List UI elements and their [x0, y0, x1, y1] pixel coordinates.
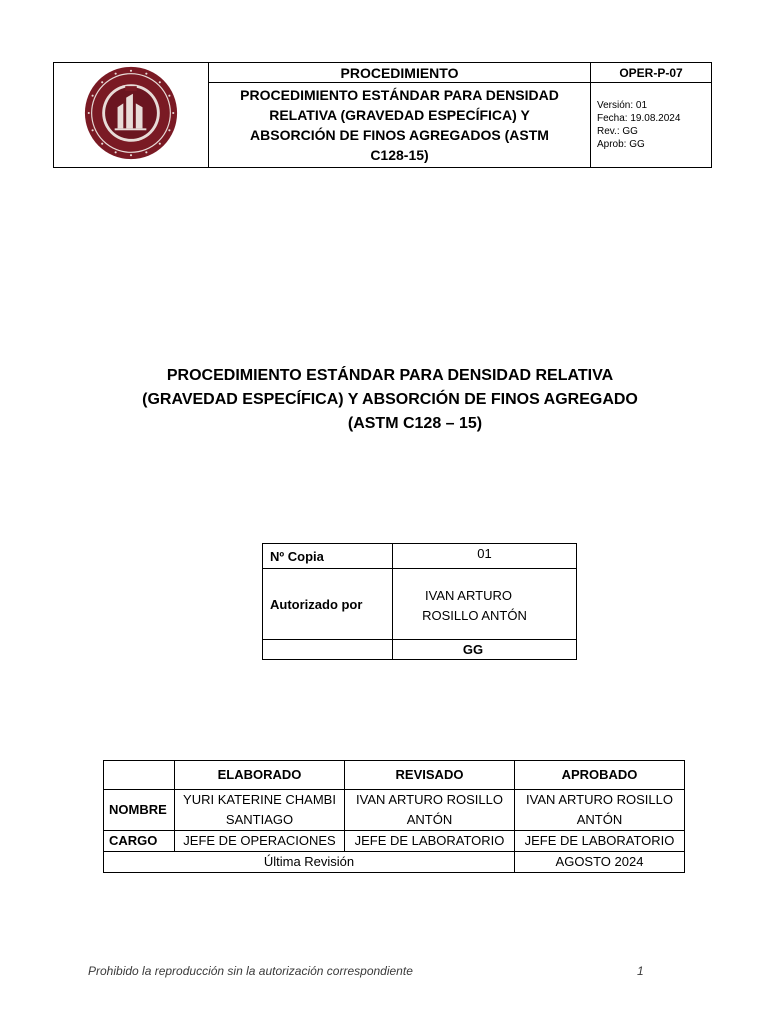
footer-notice: Prohibido la reproducción sin la autorización correspondiente: [88, 964, 413, 978]
page-number: 1: [637, 964, 644, 978]
row-cargo: CARGO: [104, 831, 175, 852]
empty-cell: [263, 640, 393, 660]
procedure-label: PROCEDIMIENTO: [209, 63, 591, 83]
empty-corner-cell: [104, 761, 175, 790]
cargo-revisado: JEFE DE LABORATORIO: [345, 831, 515, 852]
revision-text: Rev.: GG: [597, 126, 638, 137]
name-line: YURI KATERINE CHAMBI: [183, 792, 336, 807]
cargo-aprobado: JEFE DE LABORATORIO: [515, 831, 685, 852]
document-code: OPER-P-07: [591, 63, 712, 83]
row-nombre: NOMBRE: [104, 790, 175, 831]
date-text: Fecha: 19.08.2024: [597, 113, 681, 124]
authorized-name: IVAN ARTURO: [425, 588, 512, 603]
header-title-line: ABSORCIÓN DE FINOS AGREGADOS (ASTM: [250, 127, 549, 143]
copy-label: Nº Copia: [263, 544, 393, 569]
last-revision-label: Última Revisión: [104, 852, 515, 873]
signature-table: [103, 760, 685, 873]
company-seal-logo-icon: [83, 65, 179, 161]
last-revision-value: AGOSTO 2024: [515, 852, 685, 873]
authorized-name: ROSILLO ANTÓN: [422, 608, 527, 623]
name-line: ANTÓN: [406, 812, 453, 827]
authorized-name-cell: [393, 569, 577, 640]
copy-value: [393, 544, 577, 569]
nombre-elaborado: [175, 790, 345, 831]
nombre-aprobado: [515, 790, 685, 831]
name-line: ANTÓN: [576, 812, 623, 827]
authorized-label: Autorizado por: [263, 569, 393, 640]
main-title: [110, 364, 670, 436]
document-header: [53, 62, 712, 168]
col-aprobado: APROBADO: [515, 761, 685, 790]
main-title-line: PROCEDIMIENTO ESTÁNDAR PARA DENSIDAD RELATIVA: [166, 367, 614, 384]
name-line: IVAN ARTURO ROSILLO: [356, 792, 503, 807]
col-revisado: REVISADO: [345, 761, 515, 790]
authorized-role: GG: [393, 640, 577, 660]
copy-control-table: [262, 543, 577, 660]
main-title-line: (ASTM C128 – 15): [347, 415, 483, 432]
approval-text: Aprob: GG: [597, 139, 645, 150]
header-title-line: PROCEDIMIENTO ESTÁNDAR PARA DENSIDAD: [240, 87, 559, 103]
version-text: Versión: 01: [597, 100, 648, 111]
header-title-line: RELATIVA (GRAVEDAD ESPECÍFICA) Y: [269, 107, 530, 123]
header-title-line: C128-15): [370, 147, 429, 163]
header-title: [209, 83, 591, 168]
name-line: SANTIAGO: [225, 812, 294, 827]
col-elaborado: ELABORADO: [175, 761, 345, 790]
main-title-line: (GRAVEDAD ESPECÍFICA) Y ABSORCIÓN DE FINOS AGREGADO: [142, 391, 638, 408]
cargo-elaborado: JEFE DE OPERACIONES: [175, 831, 345, 852]
copy-number: 01: [477, 545, 492, 561]
document-meta: [591, 83, 712, 168]
logo-cell: [54, 63, 209, 168]
nombre-revisado: [345, 790, 515, 831]
name-line: IVAN ARTURO ROSILLO: [526, 792, 673, 807]
